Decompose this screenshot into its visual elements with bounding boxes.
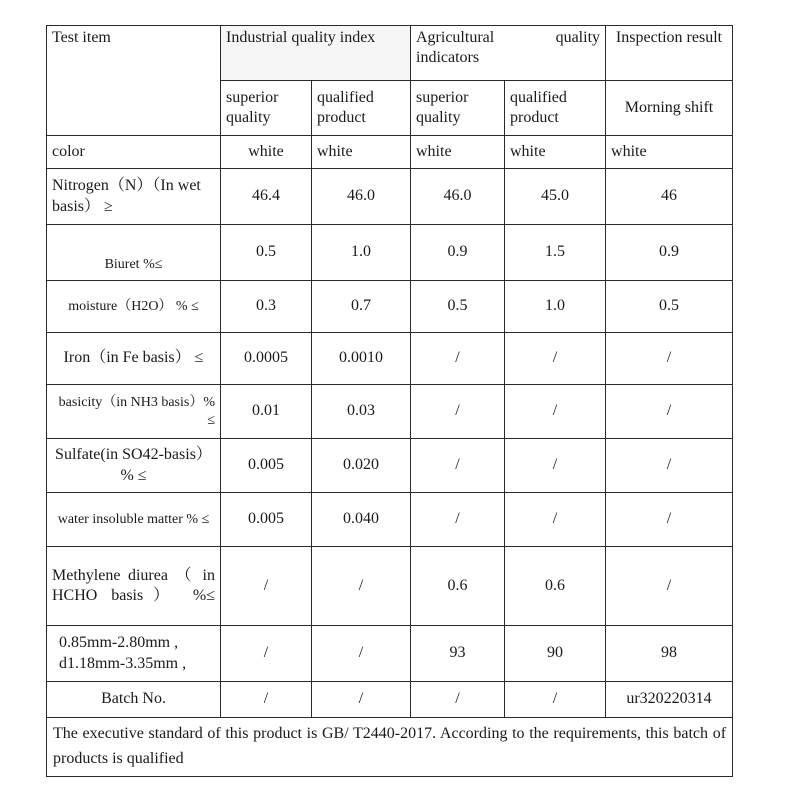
row-label: Nitrogen（N）（In wet basis） ≥ [47, 169, 221, 225]
cell-industrial-superior: 0.005 [221, 439, 312, 493]
footer-note: The executive standard of this product is GB/ T2440-2017. According to the requirements, this batch of products is qualified [47, 718, 733, 777]
table-row-batch [47, 682, 733, 718]
cell-agri-superior: 46.0 [411, 169, 505, 225]
cell-industrial-superior: 0.3 [221, 281, 312, 333]
row-label: water insoluble matter % ≤ [47, 493, 221, 547]
cell-industrial-superior: 46.4 [221, 169, 312, 225]
header-superior: superior quality [221, 81, 312, 136]
cell-inspection: 0.9 [606, 225, 733, 281]
cell-agri-qualified: / [505, 493, 606, 547]
cell-industrial-qualified: 0.03 [312, 385, 411, 439]
header-superior-agri: superior quality [411, 81, 505, 136]
table-row-color [47, 136, 733, 169]
inspection-report [46, 25, 732, 777]
cell-inspection: / [606, 385, 733, 439]
cell-agri-qualified: 45.0 [505, 169, 606, 225]
table-row-basicity [47, 385, 733, 439]
table-row-methylene-diurea [47, 547, 733, 626]
cell-agri-qualified: 90 [505, 626, 606, 682]
cell-industrial-superior: 0.005 [221, 493, 312, 547]
header-agricultural: Agricultural quality indicators [411, 26, 606, 81]
cell-agri-superior: 93 [411, 626, 505, 682]
footer-row [47, 718, 733, 777]
row-label: basicity（in NH3 basis）% ≤ [47, 385, 221, 439]
cell-agri-superior: 0.6 [411, 547, 505, 626]
cell-industrial-superior: / [221, 682, 312, 718]
cell-inspection: / [606, 439, 733, 493]
cell-industrial-superior: white [221, 136, 312, 169]
header-qualified: qualified product [312, 81, 411, 136]
row-label: Sulfate(in SO42-basis）% ≤ [47, 439, 221, 493]
cell-agri-qualified: 1.0 [505, 281, 606, 333]
cell-industrial-qualified: / [312, 547, 411, 626]
table-row-iron [47, 333, 733, 385]
cell-inspection: 46 [606, 169, 733, 225]
cell-agri-superior: / [411, 385, 505, 439]
header-inspection: Inspection result [606, 26, 733, 81]
table-row-particle-size [47, 626, 733, 682]
cell-industrial-qualified: 0.7 [312, 281, 411, 333]
row-label: Batch No. [47, 682, 221, 718]
cell-industrial-qualified: 46.0 [312, 169, 411, 225]
row-label: moisture（H2O） % ≤ [47, 281, 221, 333]
cell-batch-number: ur320220314 [606, 682, 733, 718]
cell-industrial-qualified: 0.0010 [312, 333, 411, 385]
table-row-nitrogen [47, 169, 733, 225]
header-industrial: Industrial quality index [221, 26, 411, 81]
table-row-biuret [47, 225, 733, 281]
cell-agri-qualified: 1.5 [505, 225, 606, 281]
cell-inspection: / [606, 333, 733, 385]
table-row-moisture [47, 281, 733, 333]
cell-industrial-superior: / [221, 626, 312, 682]
cell-inspection: white [606, 136, 733, 169]
cell-industrial-qualified: / [312, 682, 411, 718]
cell-agri-qualified: / [505, 333, 606, 385]
cell-industrial-superior: 0.0005 [221, 333, 312, 385]
cell-agri-qualified: / [505, 439, 606, 493]
table-row-sulfate [47, 439, 733, 493]
quality-table [46, 25, 733, 777]
cell-industrial-superior: 0.01 [221, 385, 312, 439]
cell-industrial-qualified: 0.040 [312, 493, 411, 547]
cell-agri-superior: 0.9 [411, 225, 505, 281]
cell-inspection: 98 [606, 626, 733, 682]
header-qualified-agri: qualified product [505, 81, 606, 136]
cell-agri-superior: / [411, 682, 505, 718]
header-test-item: Test item [47, 26, 221, 136]
cell-inspection: / [606, 493, 733, 547]
cell-agri-superior: / [411, 493, 505, 547]
cell-industrial-qualified: / [312, 626, 411, 682]
cell-agri-qualified: white [505, 136, 606, 169]
row-label: Iron（in Fe basis） ≤ [47, 333, 221, 385]
cell-agri-qualified: / [505, 385, 606, 439]
cell-industrial-superior: / [221, 547, 312, 626]
row-label: Methylene diurea （ in HCHO basis） %≤ [47, 547, 221, 626]
cell-industrial-qualified: 1.0 [312, 225, 411, 281]
cell-industrial-superior: 0.5 [221, 225, 312, 281]
cell-agri-superior: 0.5 [411, 281, 505, 333]
cell-agri-qualified: / [505, 682, 606, 718]
cell-inspection: 0.5 [606, 281, 733, 333]
cell-agri-superior: white [411, 136, 505, 169]
cell-inspection: / [606, 547, 733, 626]
table-row-water-insoluble [47, 493, 733, 547]
cell-agri-qualified: 0.6 [505, 547, 606, 626]
cell-agri-superior: / [411, 333, 505, 385]
cell-industrial-qualified: 0.020 [312, 439, 411, 493]
header-shift: Morning shift [606, 81, 733, 136]
cell-agri-superior: / [411, 439, 505, 493]
cell-industrial-qualified: white [312, 136, 411, 169]
row-label: Biuret %≤ [47, 225, 221, 281]
row-label: 0.85mm-2.80mm , d1.18mm-3.35mm , [47, 626, 221, 682]
header-row-1 [47, 26, 733, 81]
row-label: color [47, 136, 221, 169]
